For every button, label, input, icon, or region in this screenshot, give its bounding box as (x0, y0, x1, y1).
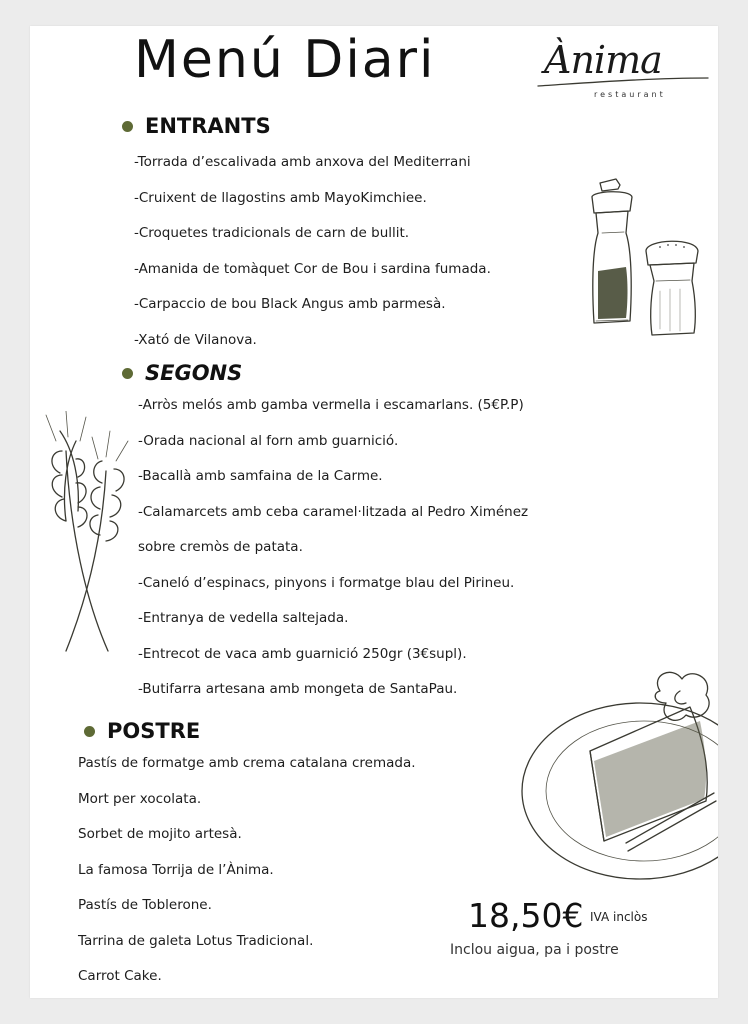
list-item: sobre cremòs de patata. (138, 539, 303, 555)
list-item: La famosa Torrija de l’Ànima. (78, 861, 274, 878)
salt-pepper-shakers-icon (580, 171, 710, 341)
price-amount: 18,50€ (468, 896, 584, 935)
list-item: -Bacallà amb samfaina de la Carme. (138, 468, 383, 484)
list-item: -Amanida de tomàquet Cor de Bou i sardina fumada. (134, 260, 491, 277)
list-item: Pastís de formatge amb crema catalana cremada. (78, 755, 416, 771)
logo-subtitle: restaurant (594, 90, 666, 99)
postre-list (78, 753, 416, 1002)
logo-name: Ànima (544, 38, 662, 82)
list-item: -Caneló d’espinacs, pinyons i formatge blau del Pirineu. (138, 574, 515, 591)
list-item: -Entrecot de vaca amb guarnició 250gr (3€supl). (138, 645, 467, 662)
wheat-icon (36, 411, 136, 656)
section-segons-heading (122, 361, 242, 385)
page-title: Menú Diari (134, 30, 436, 90)
list-item: -Calamarcets amb ceba caramel·litzada al Pedro Ximénez (138, 503, 529, 520)
entrants-list (134, 152, 491, 365)
price-tax-note: IVA inclòs (590, 910, 648, 924)
bullet-dot-icon (122, 368, 133, 379)
postre-heading-label: POSTRE (107, 719, 201, 743)
list-item: -Orada nacional al forn amb guarnició. (138, 432, 399, 449)
cake-slice-icon (520, 651, 718, 891)
section-entrants-heading (122, 114, 271, 138)
list-item: -Arròs melós amb gamba vermella i escamarlans. (5€P.P) (138, 397, 524, 413)
list-item: -Entranya de vedella saltejada. (138, 610, 349, 626)
list-item: Tarrina de galeta Lotus Tradicional. (78, 932, 314, 949)
bullet-dot-icon (122, 121, 133, 132)
list-item: -Torrada d’escalivada amb anxova del Mediterrani (134, 154, 471, 170)
section-postre-heading (84, 719, 200, 743)
list-item: -Carpaccio de bou Black Angus amb parmesà. (134, 296, 446, 312)
bullet-dot-icon (84, 726, 95, 737)
restaurant-logo (532, 28, 714, 108)
menu-page (30, 26, 718, 998)
list-item: Sorbet de mojito artesà. (78, 826, 242, 842)
segons-list (138, 395, 528, 715)
entrants-heading-label: ENTRANTS (145, 114, 271, 138)
list-item: -Croquetes tradicionals de carn de bullit. (134, 225, 410, 241)
price-includes-note: Inclou aigua, pa i postre (450, 942, 619, 958)
list-item: -Cruixent de llagostins amb MayoKimchiee. (134, 189, 427, 206)
list-item: -Butifarra artesana amb mongeta de SantaPau. (138, 681, 458, 697)
list-item: Carrot Cake. (78, 968, 162, 984)
list-item: -Xató de Vilanova. (134, 331, 257, 348)
list-item: Pastís de Toblerone. (78, 897, 212, 913)
list-item: Mort per xocolata. (78, 790, 202, 807)
segons-heading-label: SEGONS (145, 361, 243, 385)
